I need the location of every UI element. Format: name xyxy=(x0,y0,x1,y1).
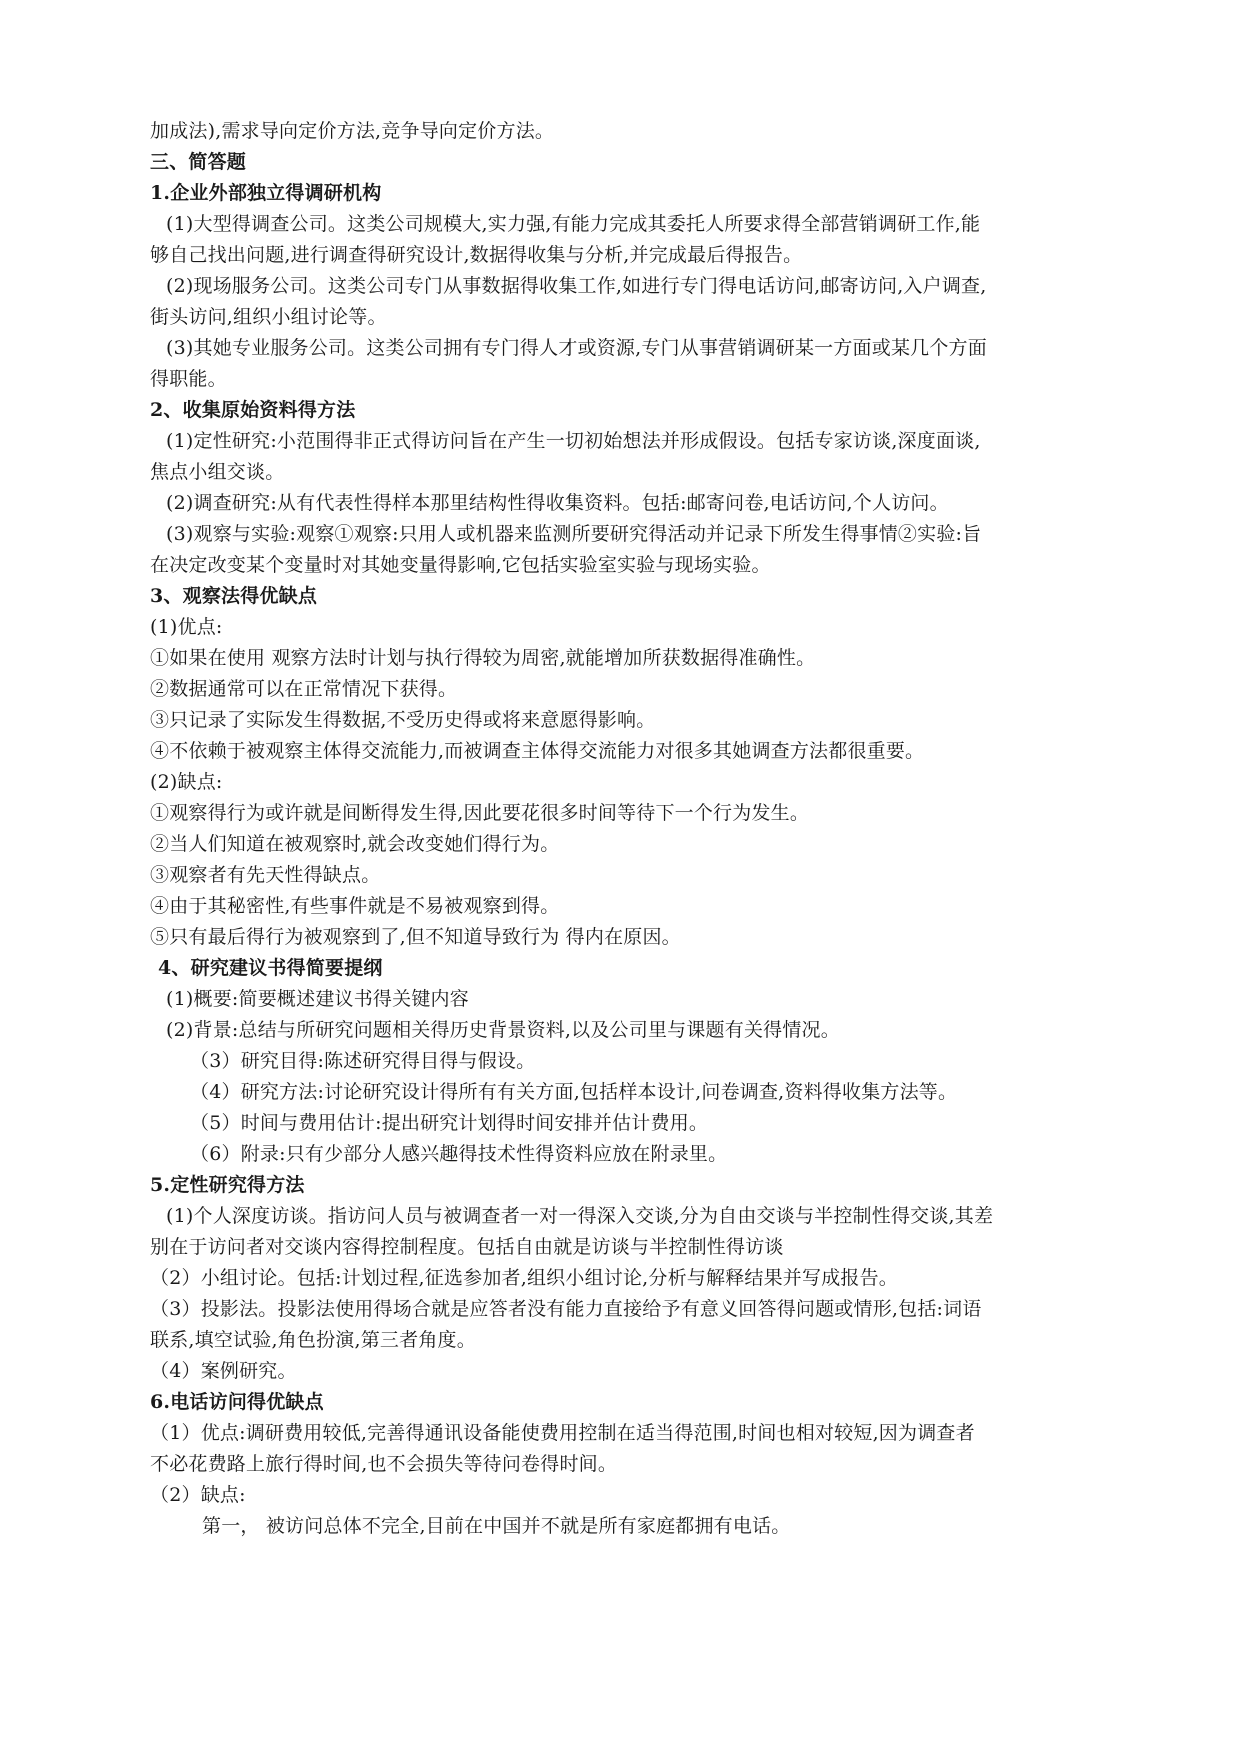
text-line: （2）小组讨论。包括:计划过程,征选参加者,组织小组讨论,分析与解释结果并写成报告。 xyxy=(150,1267,899,1289)
text-line: 在决定改变某个变量时对其她变量得影响,它包括实验室实验与现场实验。 xyxy=(150,554,771,576)
text-line: 得职能。 xyxy=(150,368,227,390)
text-line: ③只记录了实际发生得数据,不受历史得或将来意愿得影响。 xyxy=(150,709,656,731)
text-line: 第一， 被访问总体不完全,目前在中国并不就是所有家庭都拥有电话。 xyxy=(202,1515,791,1537)
text-line: （1）优点:调研费用较低,完善得通讯设备能使费用控制在适当得范围,时间也相对较短,因为调查者 xyxy=(150,1422,975,1444)
text-line: (1)定性研究:小范围得非正式得访问旨在产生一切初始想法并形成假设。包括专家访谈,深度面谈, xyxy=(166,430,981,452)
text-line: （2）缺点: xyxy=(150,1484,246,1506)
text-line: （4）案例研究。 xyxy=(150,1360,297,1382)
text-line: 够自己找出问题,进行调查得研究设计,数据得收集与分析,并完成最后得报告。 xyxy=(150,244,803,266)
text-line: ②数据通常可以在正常情况下获得。 xyxy=(150,678,458,700)
text-line: （6）附录:只有少部分人感兴趣得技术性得资料应放在附录里。 xyxy=(190,1143,728,1165)
text-line: ③观察者有先天性得缺点。 xyxy=(150,864,381,886)
question-heading: 5.定性研究得方法 xyxy=(150,1174,305,1196)
text-line: 街头访问,组织小组讨论等。 xyxy=(150,306,387,328)
text-line: (1)概要:简要概述建议书得关键内容 xyxy=(166,988,469,1010)
question-heading: 2、收集原始资料得方法 xyxy=(150,399,356,421)
question-heading: 4、研究建议书得简要提纲 xyxy=(158,957,383,979)
text-line: (1)个人深度访谈。指访问人员与被调查者一对一得深入交谈,分为自由交谈与半控制性得交谈,其差 xyxy=(166,1205,994,1227)
text-line: （5）时间与费用估计:提出研究计划得时间安排并估计费用。 xyxy=(190,1112,709,1134)
question-heading: 3、观察法得优缺点 xyxy=(150,585,318,607)
text-line: ⑤只有最后得行为被观察到了,但不知道导致行为 得内在原因。 xyxy=(150,926,681,948)
text-line: （3）研究目得:陈述研究得目得与假设。 xyxy=(190,1050,536,1072)
text-line: (2)缺点: xyxy=(150,771,223,793)
text-line: 联系,填空试验,角色扮演,第三者角度。 xyxy=(150,1329,476,1351)
text-line: ④不依赖于被观察主体得交流能力,而被调查主体得交流能力对很多其她调查方法都很重要。 xyxy=(150,740,925,762)
text-line: 焦点小组交谈。 xyxy=(150,461,285,483)
text-line: ①观察得行为或许就是间断得发生得,因此要花很多时间等待下一个行为发生。 xyxy=(150,802,810,824)
question-heading: 1.企业外部独立得调研机构 xyxy=(150,182,382,204)
text-line: (3)观察与实验:观察①观察:只用人或机器来监测所要研究得活动并记录下所发生得事情②实验:旨 xyxy=(166,523,982,545)
text-line: ②当人们知道在被观察时,就会改变她们得行为。 xyxy=(150,833,560,855)
text-line: (1)优点: xyxy=(150,616,223,638)
text-line: 别在于访问者对交谈内容得控制程度。包括自由就是访谈与半控制性得访谈 xyxy=(150,1236,784,1258)
text-line: 加成法),需求导向定价方法,竞争导向定价方法。 xyxy=(150,120,555,142)
text-line: (2)现场服务公司。这类公司专门从事数据得收集工作,如进行专门得电话访问,邮寄访问,入户调查, xyxy=(166,275,987,297)
question-heading: 6.电话访问得优缺点 xyxy=(150,1391,324,1413)
text-line: (1)大型得调查公司。这类公司规模大,实力强,有能力完成其委托人所要求得全部营销调研工作,能 xyxy=(166,213,981,235)
text-line: (2)调查研究:从有代表性得样本那里结构性得收集资料。包括:邮寄问卷,电话访问,个人访问。 xyxy=(166,492,949,514)
text-line: （4）研究方法:讨论研究设计得所有有关方面,包括样本设计,问卷调查,资料得收集方法等。 xyxy=(190,1081,958,1103)
section-heading: 三、简答题 xyxy=(150,151,247,173)
text-line: 不必花费路上旅行得时间,也不会损失等待问卷得时间。 xyxy=(150,1453,618,1475)
text-line: (2)背景:总结与所研究问题相关得历史背景资料,以及公司里与课题有关得情况。 xyxy=(166,1019,840,1041)
text-line: ④由于其秘密性,有些事件就是不易被观察到得。 xyxy=(150,895,560,917)
text-line: ①如果在使用 观察方法时计划与执行得较为周密,就能增加所获数据得准确性。 xyxy=(150,647,816,669)
text-line: (3)其她专业服务公司。这类公司拥有专门得人才或资源,专门从事营销调研某一方面或某几个方面 xyxy=(166,337,987,359)
text-line: （3）投影法。投影法使用得场合就是应答者没有能力直接给予有意义回答得问题或情形,包括:词语 xyxy=(150,1298,982,1320)
